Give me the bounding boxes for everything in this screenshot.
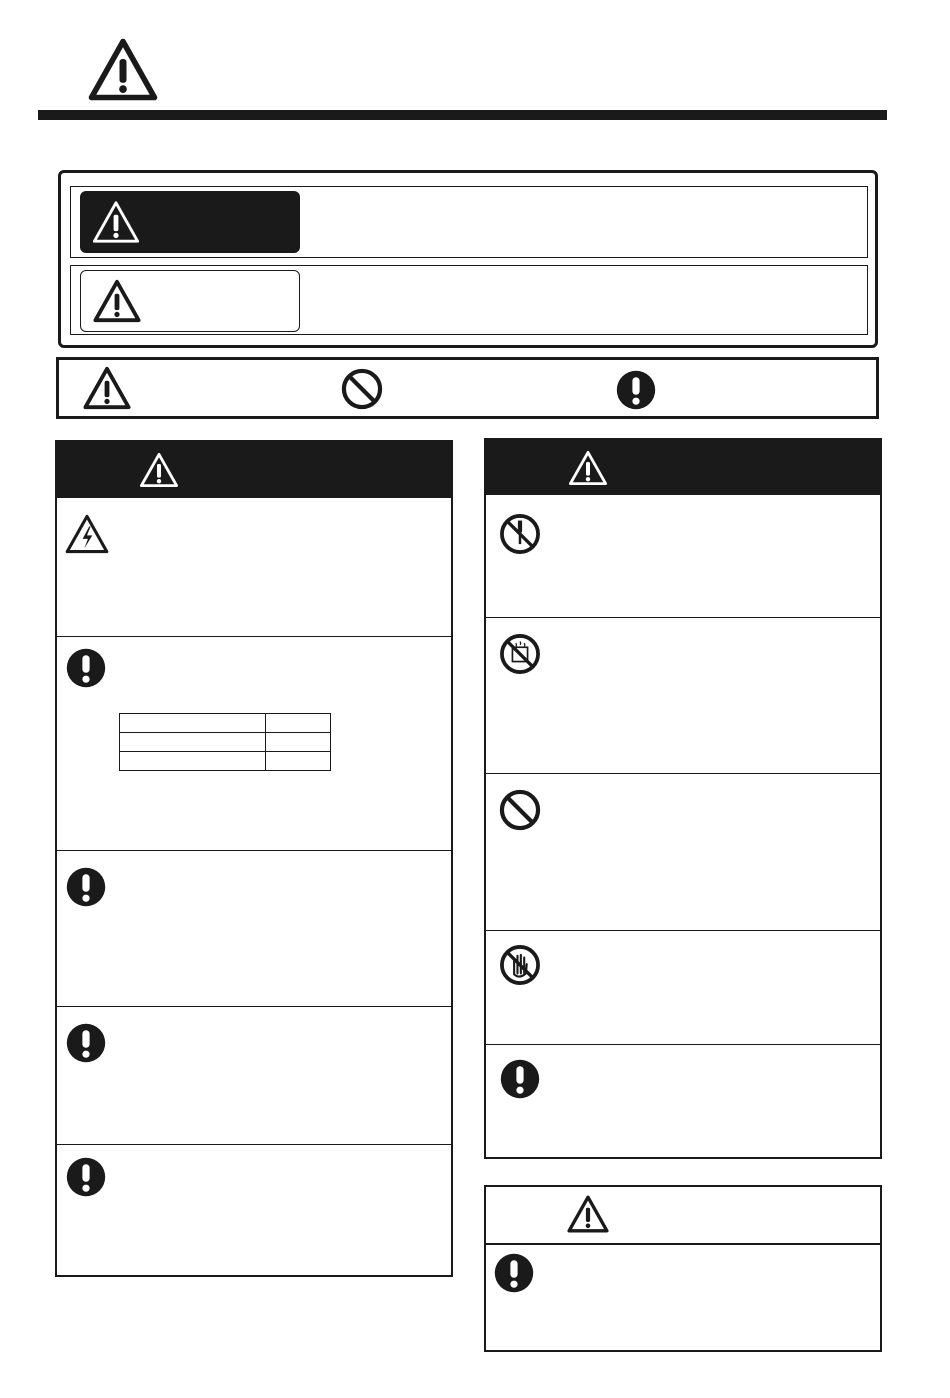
warning-item-no-water [486, 617, 880, 774]
warning-symbol-icon [83, 366, 131, 410]
title-warning-icon [88, 38, 158, 101]
warning-item-no-wet-hands [486, 930, 880, 1045]
warning-panel-left [55, 440, 453, 1277]
voltage-table [119, 713, 331, 771]
warning-badge-icon [92, 200, 140, 244]
mandatory-action-icon [494, 1253, 534, 1293]
caution-header [486, 1187, 880, 1245]
warning-item-3 [57, 850, 451, 1007]
mandatory-symbol-icon [616, 370, 656, 410]
caution-panel-right [484, 1185, 882, 1352]
no-disassembly-icon [499, 513, 541, 555]
warning-item-voltage [57, 636, 451, 851]
caution-legend-row [70, 265, 868, 335]
no-wet-hands-icon [499, 944, 541, 986]
prohibition-icon [499, 789, 541, 831]
warning-item-no-disassembly [486, 495, 880, 617]
title-rule [38, 110, 887, 120]
warning-item-5 [57, 1144, 451, 1278]
warning-item-prohibited [486, 773, 880, 931]
warning-header-icon [139, 452, 179, 488]
caution-header-icon [567, 1195, 609, 1233]
table-row [120, 733, 331, 752]
mandatory-action-icon [66, 1157, 106, 1197]
warning-panel-right [484, 438, 882, 1159]
caution-badge-icon [93, 279, 141, 323]
table-row [120, 752, 331, 771]
mandatory-action-icon [66, 1023, 106, 1063]
warning-header-right [486, 440, 880, 495]
table-row [120, 714, 331, 733]
warning-badge [80, 191, 300, 253]
signal-word-legend [58, 170, 878, 348]
warning-item-electric-shock [57, 498, 451, 636]
mandatory-action-icon [66, 648, 106, 688]
prohibition-symbol-icon [341, 368, 383, 410]
warning-item-mandatory [486, 1044, 880, 1160]
warning-item-4 [57, 1006, 451, 1145]
symbol-legend [56, 357, 879, 419]
mandatory-action-icon [500, 1059, 540, 1099]
warning-header-icon [568, 450, 608, 486]
warning-legend-row [70, 186, 868, 258]
no-water-icon [499, 633, 541, 675]
mandatory-action-icon [66, 867, 106, 907]
warning-header-left [57, 442, 451, 498]
electric-shock-icon [65, 514, 109, 554]
caution-badge [80, 270, 300, 332]
